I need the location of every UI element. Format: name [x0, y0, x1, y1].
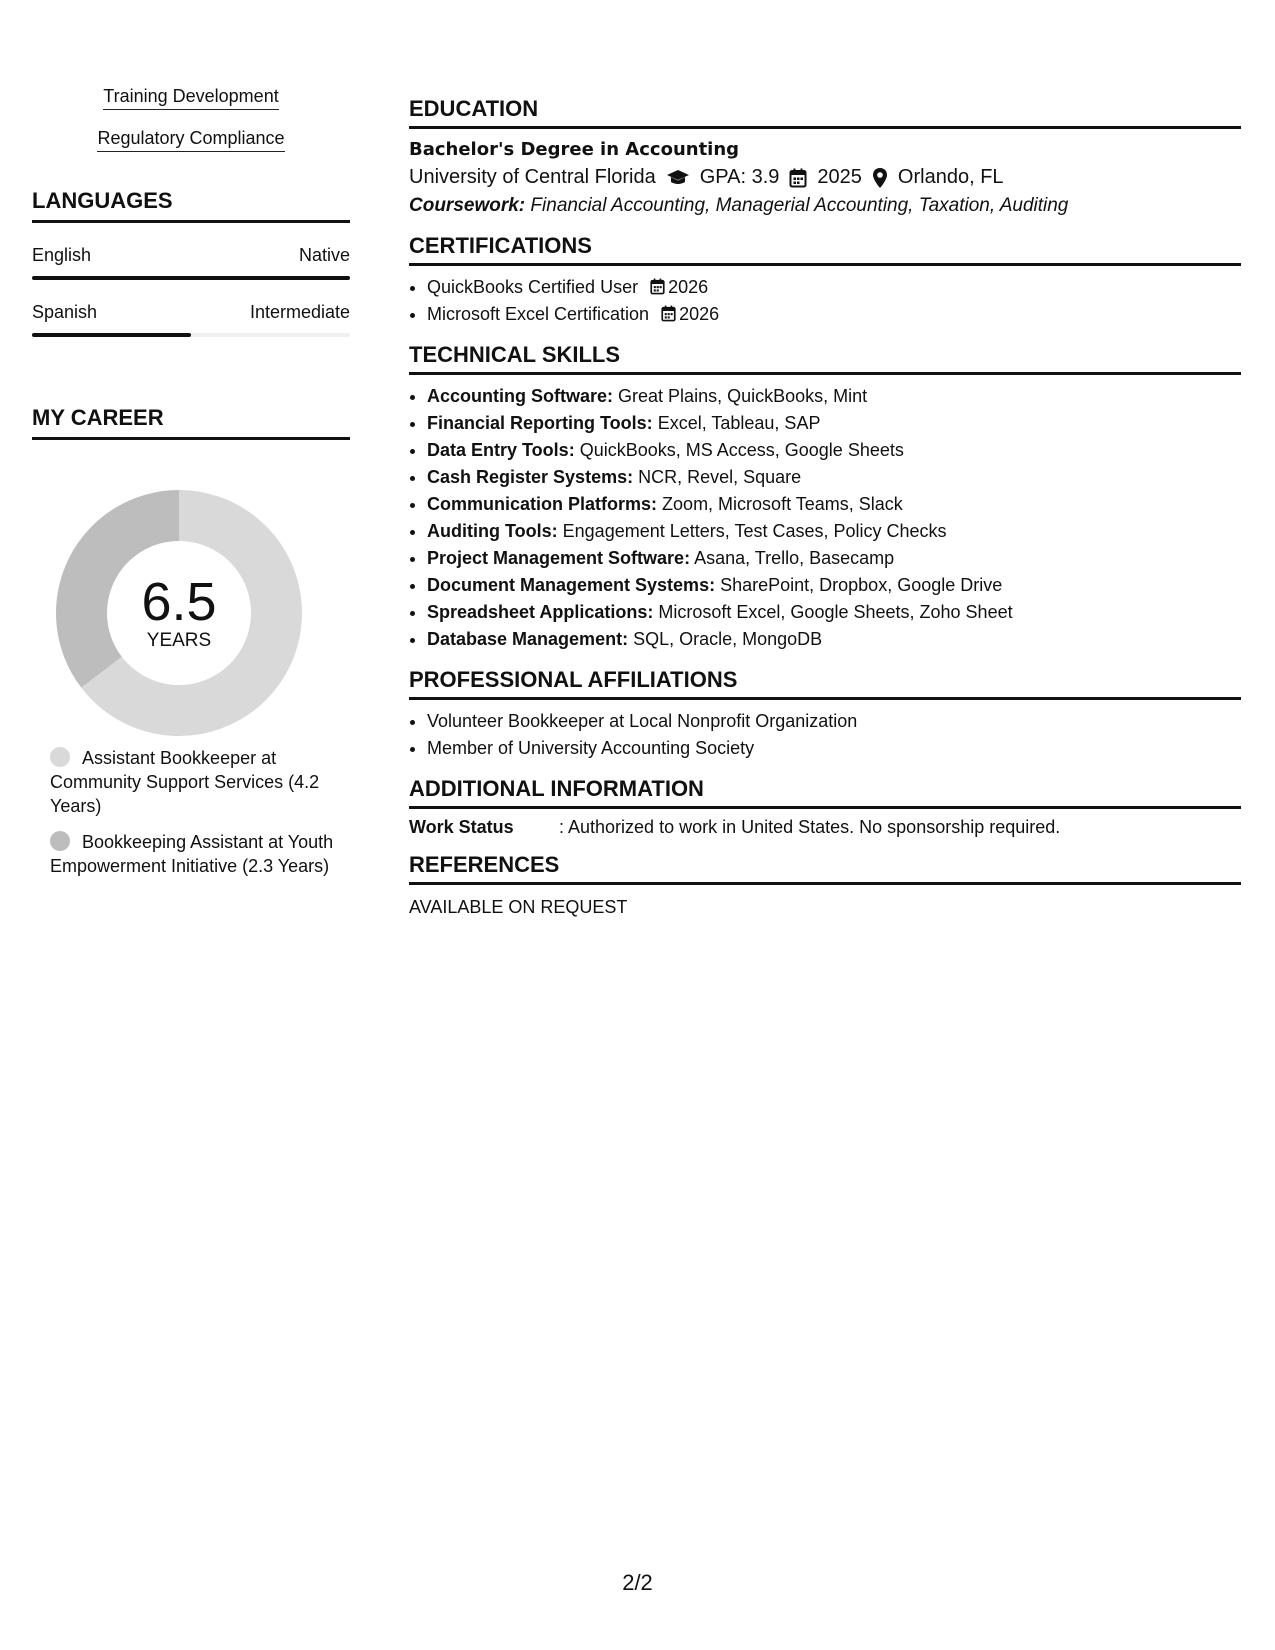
graduation-cap-icon: [666, 169, 690, 187]
skill-value: QuickBooks, MS Access, Google Sheets: [579, 440, 904, 460]
career-entry-text: Bookkeeping Assistant at Youth Empowerment Initiative (2.3 Years): [50, 832, 334, 876]
list-item: [427, 545, 1241, 572]
references-title: REFERENCES: [409, 852, 1241, 885]
calendar-icon: [650, 278, 665, 295]
left-column: [32, 86, 350, 878]
skill-label: Document Management Systems:: [427, 575, 716, 595]
list-item: [427, 437, 1241, 464]
list-item: [427, 572, 1241, 599]
skill-value: Microsoft Excel, Google Sheets, Zoho Sheet: [658, 602, 1013, 622]
education-gpa: GPA: 3.9: [699, 166, 780, 188]
technical-skills-title: TECHNICAL SKILLS: [409, 342, 1241, 375]
education-degree: Bachelor's Degree in Accounting: [409, 139, 740, 160]
education-details: [409, 166, 1241, 189]
certifications-list: [409, 274, 1241, 328]
list-item: [427, 599, 1241, 626]
skill-label: Accounting Software:: [427, 386, 614, 406]
skill-label: Data Entry Tools:: [427, 440, 575, 460]
language-bar-fill: [32, 276, 350, 280]
calendar-icon: [661, 305, 676, 322]
cert-year: 2026: [679, 304, 720, 324]
affiliations-list: [409, 708, 1241, 762]
career-legend-item: [50, 830, 350, 878]
language-name: Spanish: [32, 302, 98, 322]
language-bar-fill: [32, 333, 191, 337]
affiliations-title: PROFESSIONAL AFFILIATIONS: [409, 667, 1241, 700]
list-item: [427, 410, 1241, 437]
language-item: [32, 302, 350, 337]
work-status-value: : Authorized to work in United States. No sponsorship required.: [559, 817, 1061, 837]
skill-value: Engagement Letters, Test Cases, Policy Checks: [562, 521, 947, 541]
right-column: [409, 96, 1241, 918]
skill-label: Project Management Software:: [427, 548, 691, 568]
skill-value: Zoom, Microsoft Teams, Slack: [662, 494, 903, 514]
skill-label: Cash Register Systems:: [427, 467, 634, 487]
career-total-value: 6.5: [141, 572, 217, 632]
language-bar: [32, 276, 350, 280]
language-name: English: [32, 245, 92, 265]
education-coursework: [409, 195, 1241, 217]
career-legend-item: [50, 746, 350, 818]
cert-name: Microsoft Excel Certification: [427, 304, 650, 324]
career-entry-text: Assistant Bookkeeper at Community Support Services (4.2 Years): [50, 748, 320, 816]
career-total: [56, 490, 302, 736]
career-donut-chart: [32, 472, 350, 734]
calendar-icon: [789, 168, 807, 188]
coursework-value: Financial Accounting, Managerial Accounting, Taxation, Auditing: [530, 195, 1069, 216]
list-item: [427, 491, 1241, 518]
skill-value: Asana, Trello, Basecamp: [694, 548, 895, 568]
cert-year: 2026: [668, 277, 709, 297]
skill-tag: Training Development: [103, 86, 278, 110]
list-item: [427, 626, 1241, 653]
education-location: Orlando, FL: [897, 166, 1004, 188]
skill-value: NCR, Revel, Square: [638, 467, 802, 487]
language-level: Native: [298, 245, 350, 265]
education-title: EDUCATION: [409, 96, 1241, 129]
legend-dot: [50, 831, 70, 851]
skill-value: Excel, Tableau, SAP: [657, 413, 821, 433]
location-pin-icon: [872, 167, 888, 189]
list-item: [427, 383, 1241, 410]
page-number: 2/2: [622, 1570, 653, 1595]
languages-title: LANGUAGES: [32, 188, 350, 223]
skill-tags: [32, 86, 350, 170]
education-school: University of Central Florida: [409, 166, 656, 188]
references-text: AVAILABLE ON REQUEST: [409, 897, 628, 917]
skill-value: Great Plains, QuickBooks, Mint: [618, 386, 868, 406]
language-bar: [32, 333, 350, 337]
skill-value: SharePoint, Dropbox, Google Drive: [720, 575, 1003, 595]
list-item: [427, 274, 1241, 301]
career-legend: [32, 746, 350, 878]
skill-tag: Regulatory Compliance: [97, 128, 284, 152]
list-item: • Member of University Accounting Society: [427, 735, 1241, 762]
skill-value: SQL, Oracle, MongoDB: [633, 629, 823, 649]
list-item: [427, 301, 1241, 328]
language-level: Intermediate: [249, 302, 350, 322]
skill-label: Auditing Tools:: [427, 521, 558, 541]
skill-label: Financial Reporting Tools:: [427, 413, 653, 433]
coursework-label: Coursework:: [409, 195, 526, 216]
education-year: 2025: [817, 166, 862, 188]
list-item: [427, 464, 1241, 491]
skill-label: Communication Platforms:: [427, 494, 658, 514]
skill-label: Spreadsheet Applications:: [427, 602, 654, 622]
career-title: MY CAREER: [32, 405, 350, 440]
cert-name: QuickBooks Certified User: [427, 277, 639, 297]
work-status-row: [409, 817, 1241, 838]
work-status-label: Work Status: [409, 817, 514, 837]
skill-label: Database Management:: [427, 629, 629, 649]
list-item: [427, 518, 1241, 545]
list-item: • Volunteer Bookkeeper at Local Nonprofit Organization: [427, 708, 1241, 735]
legend-dot: [50, 747, 70, 767]
career-total-unit: YEARS: [146, 630, 212, 651]
language-item: [32, 245, 350, 280]
additional-info-title: ADDITIONAL INFORMATION: [409, 776, 1241, 809]
certifications-title: CERTIFICATIONS: [409, 233, 1241, 266]
technical-skills-list: [409, 383, 1241, 653]
